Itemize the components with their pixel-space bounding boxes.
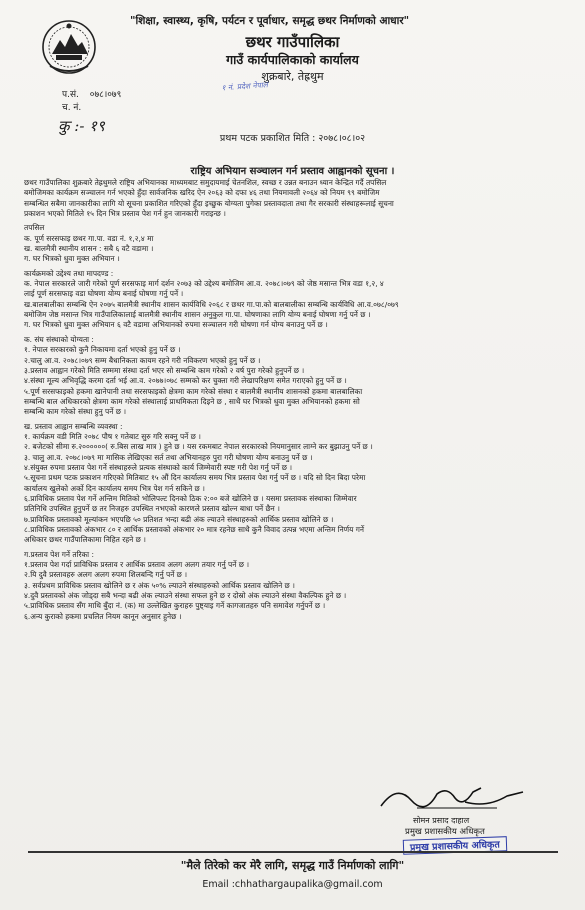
body-line: तपसिल — [24, 223, 45, 233]
province-stamp: १ नं. प्रदेश नेपाल — [221, 80, 269, 93]
signatory-name: सोमन प्रसाद दाहाल — [413, 816, 470, 825]
body-line: ५.पूर्ण सरसफाइको हकमा खानेपानी तथा सरसफाइको क्षेत्रमा काम गरेको संस्था र बालमैत्री स्थानीय शासनको हकमा बालबालिका — [24, 386, 363, 396]
body-line: सम्बन्धि काम गरेको संस्था हुनु पर्ने छ । — [24, 407, 127, 417]
body-line: लाई पूर्ण सरसफाइ वडा घोषणा योग्य बनाई घोषणा गर्नु पर्ने । — [24, 289, 184, 299]
chalani-number — [62, 100, 81, 113]
body-line: ३. चालु आ.व. २०७८।०७९ मा मासिक लेखिएका सर्त तथा अभियानहरु पुरा गरी घोषणा योग्य बनाउनु पर्ने छ । — [24, 452, 313, 462]
body-line: कार्यक्रमको उद्देश्य तथा मापदण्ड : — [24, 268, 114, 278]
body-line: ग.प्रस्ताव पेश गर्ने तरिका : — [24, 549, 94, 559]
body-line: क. पूर्ण सरसफाइ छथर गा.पा. वडा नं. १,२,४ मा — [24, 233, 154, 243]
body-line: ५.सूचना प्रथम पटक प्रकाशन गरिएको मितिबाट १५ औं दिन कार्यालय समय भित्र प्रस्ताव पेश गर्नु पर्ने छ । यदि सो दिन बिदा परेमा — [24, 473, 366, 483]
body-line: बमोजिमका कार्यक्रम सञ्चालन गर्न भएको हुँदा सार्वजनिक खरिद ऐन २०६३ को दफा ४६ तथा नियमावली २०६४ को नियम ९९ बमोजिम — [24, 188, 380, 198]
body-line: प्रकाशन भएको मितिले १५ दिन भित्र प्रस्ताव पेश गर्न हुन जानकारी गराइन्छ । — [24, 209, 226, 219]
body-line: २. बजेटको सीमा रु.२००००००( रु.बिस लाख मात्र ) हुने छ । यस रकमबाट नेपाल सरकारको नियमानुसार लाग्ने कर बुझाउनु पर्ने छ । — [24, 442, 373, 452]
body-line: १.प्रस्ताव पेश गर्दा प्राविधिक प्रस्ताव र आर्थिक प्रस्ताव अलग अलग तयार गर्नु पर्ने छ । — [24, 560, 250, 570]
body-line: ख. बालमैत्री स्थानीय शासन : सबै ६ वटै वडामा । — [24, 244, 154, 254]
body-line: २.चालु आ.व. २०७८।०७९ सम्म बैधानिकता कायम रहने गरी नविकरण भएको हुनु पर्ने छ । — [24, 355, 261, 365]
body-line: अधिकार छथर गाउँपालिकामा निहित रहने छ । — [24, 535, 146, 545]
body-line: ८.प्राविधिक प्रस्तावको अंकभार ८० र आर्थिक प्रस्तावको अंकभार २० मात्र रहनेछ साथै कुनै विवाद उत्पन्न भएमा अन्तिम निर्णय गर्ने — [24, 525, 364, 534]
patra-sankhya-value: ०७८।०७९ — [89, 90, 122, 100]
body-line: छथर गाउँपालिका शुक्रबारे तेह्रथुमले राष्ट्रिय अभियानका माध्यमबाट समुदायमाई चेतनशिल, स्वच्छ र उन्नत बनाउन ध्यान केन्द्रित गर्दै तपसिल — [24, 178, 387, 187]
body-line: क. नेपाल सरकारले जारी गरेको पूर्ण सरसफाइ मार्ग दर्शन २०७३ को उद्देश्य बमोजिम आ.व. २०७८।०७९ को जेष्ठ मसान्त भित्र वडा १,२, ४ — [24, 279, 384, 289]
body-line: ग. घर भित्रको धुवा मुक्त अभियान । — [24, 254, 120, 264]
body-line: ख. प्रस्ताव आह्वान सम्बन्धि व्यवस्था : — [24, 421, 123, 431]
body-line: ४.संस्था मूल्य अभिवृद्धि करमा दर्ता भई आ.व. २०७७।०७८ सम्मको कर चुक्ता गरी लेखापरिक्षण समेत गराएको हुनु पर्ने छ । — [24, 376, 347, 386]
body-line: २.यि दुवै प्रस्तावहरु अलग अलग रुपमा शिलबन्दि गर्नु पर्ने छ । — [24, 570, 188, 580]
signatory-stamp: प्रमुख प्रशासकीय अधिकृत — [403, 836, 507, 855]
body-line: १. नेपाल सरकारको कुनै निकायमा दर्ता भएको हुनु पर्ने छ । — [24, 345, 181, 355]
office-unit: गाउँ कार्यपालिकाको कार्यालय — [226, 52, 359, 67]
body-line: सम्बन्धित सबैमा जानकारीका लागि यो सूचना प्रकाशित गरिएको हुँदा इच्छुक योग्यता पुगेका प्रस्तावदाता तथा गैर सरकारी संस्थाहरूलाई सूचना — [24, 198, 394, 208]
body-line: ५.प्राविधिक प्रस्ताव सँग माथि बुँदा नं. (क) मा उल्लेखित कुराहरु पुष्ट्याइ गर्ने कागजातहरु पनि समावेश गर्नुपर्ने छ । — [24, 601, 326, 611]
publication-date: प्रथम पटक प्रकाशित मिति : २०७८।०८।०२ — [219, 133, 366, 144]
chalani-number-label: च. नं. — [62, 103, 82, 113]
body-line: ७.प्राविधिक प्रस्तावको मूल्यांकन भएपछि ५० प्रतिशत भन्दा बढी अंक ल्याउने संस्थाहरुको आर्थिक प्रस्ताव खोलिने छ । — [24, 514, 334, 524]
body-line: ४.दुवै प्रस्तावको अंक जोड्दा सबै भन्दा बढी अंक ल्याउने संस्था सफल हुने छ र दोस्रो अंक ल्याउने संस्था वैकल्पिक हुने छ । — [24, 591, 347, 601]
body-line: प्रतिनिधि उपस्थित हुनुपर्ने छ तर निजहरु उपस्थित नभएको कारणले प्रस्ताव खोल्न बाधा पर्ने छैन । — [24, 504, 280, 514]
body-line: ग. घर भित्रको धुवा मुक्त अभियान ६ वटै वडामा अभियानको रुपमा सञ्चालन गरी घोषणा गर्न योग्य बनाउनु पर्ने छ । — [24, 320, 328, 330]
notice-body — [24, 178, 552, 622]
body-line: ख.बालबालीका सम्बन्धि ऐन २०७५ बालमैत्री स्थानीय शासन कार्यविधि २०६८ र छथर गा.पा.को बालबालीका सम्बन्धि कार्यविधि आ.व.०७८/०७९ — [24, 299, 399, 309]
signatory-post: प्रमुख प्रशासकीय अधिकृत — [405, 827, 485, 837]
patra-sankhya-label: प.सं. — [62, 90, 79, 100]
handwritten-chalani: कु :- १९ — [58, 117, 105, 135]
office-address: शुक्रबारे, तेह्रथुम — [261, 70, 324, 83]
body-line: ३.प्रस्ताव आह्वान गरेको मिति सम्ममा संस्था दर्ता भएर सो सम्बन्धि काम गरेको २ वर्ष पुरा गरेको हुनुपर्ने छ । — [24, 365, 305, 375]
body-line: ४.संयुक्त रुपमा प्रस्ताव पेश गर्ने संस्थाहरुले प्रत्यक संस्थाको कार्य जिम्मेवारी स्पष्ट गरी पेश गर्नु पर्ने छ । — [24, 462, 293, 472]
office-name: छथर गाउँपालिका — [245, 33, 340, 51]
body-line: सम्बन्धि बाल अधिकारको क्षेत्रमा काम गरेको संस्थालाई प्राथमिकता दिइने छ , साथै घर भित्रको धुवा मुक्त अभियानको हकमा सो — [24, 396, 360, 406]
body-line: क. संघ संस्थाको योग्यता : — [24, 334, 94, 344]
signature-block — [365, 778, 555, 854]
body-line: ३. सर्वप्रथम प्राविधिक प्रस्ताव खोलिने छ र अंक ५०% ल्याउने संस्थाहरुको आर्थिक प्रस्ताव खोलिने छ । — [24, 580, 295, 590]
signature-scribble-icon — [377, 778, 527, 814]
body-line: बमोजिम जेष्ठ मसान्त भित्र गाउँपालिकालाई बालमैत्री स्थानीय शासन अनुकुल गा.पा. घोषणाका लागि योग्य बनाई घोषणा गर्नु पर्ने छ । — [24, 310, 371, 320]
body-line: ६.अन्य कुराको हकमा प्रचलित नियम कानून अनुसार हुनेछ । — [24, 611, 182, 621]
body-line: १. कार्यक्रम वडी मिति २०७८ पौष १ गतेबाट सुरु गरि सक्नु पर्ने छ । — [24, 431, 201, 441]
body-line: ६.प्राविधिक प्रस्ताव पेश गर्ने अन्तिम मितिको भोलिपल्ट दिनको ठिक २:०० बजे खोलिने छ । यसमा प्रस्तावक संस्थाका जिम्मेवार — [24, 493, 357, 503]
footer-email: Email :chhathargaupalika@gmail.com — [202, 879, 383, 890]
office-motto: "शिक्षा, स्वास्थ्य, कृषि, पर्यटन र पूर्वाधार, समृद्ध छथर निर्माणको आधार" — [130, 15, 410, 27]
footer-slogan: "मैले तिरेको कर मेरै लागि, समृद्ध गाउँ निर्माणको लागि" — [180, 859, 405, 872]
footer-divider — [28, 851, 558, 853]
notice-title: राष्ट्रिय अभियान सञ्चालन गर्न प्रस्ताव आह्वानको सूचना । — [190, 166, 395, 177]
patra-sankhya — [62, 87, 121, 100]
body-line: कार्यालय खुलेको अर्को दिन कार्यालय समय भित्र पेश गर्न सकिने छ । — [24, 483, 205, 493]
